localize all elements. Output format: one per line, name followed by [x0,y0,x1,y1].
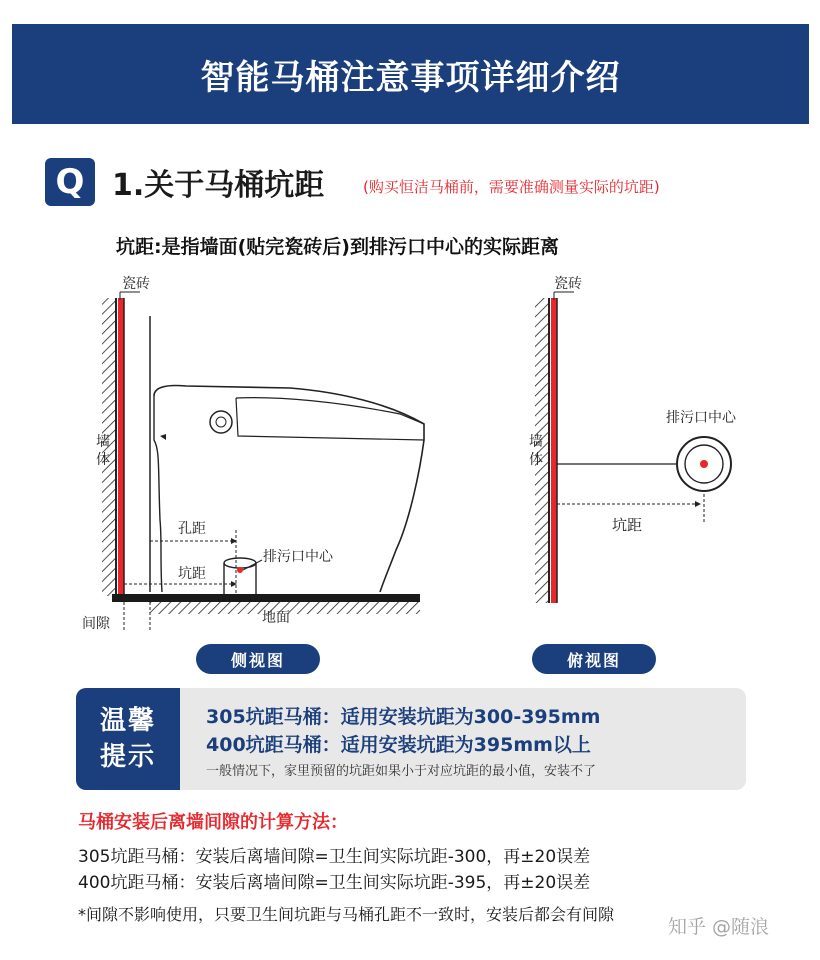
definition-text: 坑距:是指墙面(贴完瓷砖后)到排污口中心的实际距离 [116,236,559,258]
top-wall-hatch [535,298,549,603]
tip-label [76,688,180,790]
watermark: 知乎 @随浪 [668,916,770,938]
calc-line-400: 400坑距马桶：安装后离墙间隙=卫生间实际坑距-395，再±20误差 [78,873,591,893]
side-wall-label-2: 体 [96,452,110,468]
page-banner [12,24,809,124]
side-wall-label-1: 墙 [96,434,110,450]
q-badge: Q [45,158,95,206]
section-title: 1.关于马桶坑距 [112,168,325,203]
side-drain-label: 排污口中心 [263,549,333,565]
toilet-rear-outline [154,396,162,592]
top-wall-label-2: 体 [529,452,543,468]
side-tile-label: 瓷砖 [122,276,150,292]
tip-box [76,688,746,790]
diagrams [0,260,820,640]
floor-label: 地面 [262,610,290,626]
banner-title: 智能马桶注意事项详细介绍 [200,57,621,98]
footnote: *间隙不影响使用，只要卫生间坑距与马桶孔距不一致时，安装后都会有间隙 [78,905,615,924]
tip-label-line2: 提示 [99,742,156,772]
top-wall-label-1: 墙 [529,434,543,450]
tip-label-line1: 温馨 [99,706,156,736]
side-floor-line [112,594,420,602]
top-tile-label: 瓷砖 [554,276,582,292]
gap-label: 间隙 [82,616,110,632]
tip-line-400: 400坑距马桶：适用安装坑距为395mm以上 [206,734,591,756]
top-view-diagram [529,276,737,603]
side-view-diagram [82,276,424,632]
top-view-caption: 俯视图 [532,644,656,674]
side-view-caption: 侧视图 [196,644,320,674]
top-drain-center-dot [700,460,708,468]
calc-title: 马桶安装后离墙间隙的计算方法： [78,812,348,833]
side-drain-center-dot [237,567,243,573]
toilet-knob-icon [210,411,232,433]
top-drain-label: 排污口中心 [666,410,736,426]
drain-pipe-top [224,558,256,568]
hole-distance-label: 孔距 [178,521,206,537]
calc-line-305: 305坑距马桶：安装后离墙间隙=卫生间实际坑距-300，再±20误差 [78,847,591,867]
tip-line-305: 305坑距马桶：适用安装坑距为300-395mm [206,706,601,728]
top-pit-distance-label: 坑距 [612,516,643,534]
top-tile-layer [551,298,557,603]
section-note: (购买恒洁马桶前，需要准确测量实际的坑距) [363,178,660,196]
side-tile-layer [118,298,124,598]
side-pit-distance-label: 坑距 [178,566,206,582]
tip-note: 一般情况下，家里预留的坑距如果小于对应坑距的最小值，安装不了 [206,764,597,779]
